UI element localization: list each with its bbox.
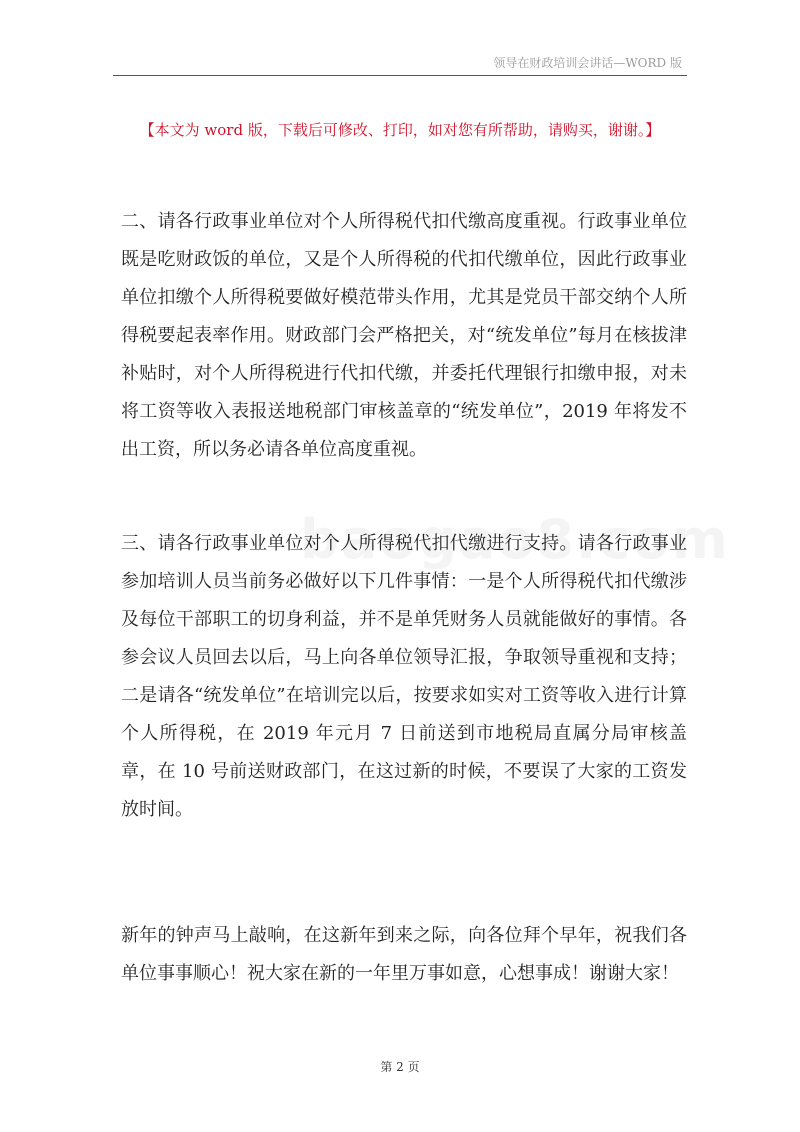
body-paragraph-2: 二、请各行政事业单位对个人所得税代扣代缴高度重视。行政事业单位既是吃财政饭的单位，又是个人所得税的代扣代缴单位，因此行政事业单位扣缴个人所得税要做好模范带头作用，尤其是党员干部交纳个人所得税要起表率作用。财政部门会严格把关，对“统发单位”每月在核拔津补贴时，对个人所得税进行代扣代缴，并委托代理银行扣缴申报，对未将工资等收入表报送地税部门审核盖章的“统发单位”，2019 年将发不出工资，所以务必请各单位高度重视。 bbox=[121, 211, 687, 460]
body-paragraph-closing: 新年的钟声马上敲响，在这新年到来之际，向各位拜个早年，祝我们各单位事事顺心！祝大家在新的一年里万事如意，心想事成！谢谢大家！ bbox=[121, 925, 687, 984]
download-notice: 【本文为 word 版，下载后可修改、打印，如对您有所帮助，请购买，谢谢。】 bbox=[139, 121, 661, 139]
running-header-title: 领导在财政培训会讲话—WORD 版 bbox=[493, 56, 682, 70]
body-paragraph-3: 三、请各行政事业单位对个人所得税代扣代缴进行支持。请各行政事业参加培训人员当前务必做好以下几件事情：一是个人所得税代扣代缴涉及每位干部职工的切身利益，并不是单凭财务人员就能做好的事情。各参会议人员回去以后，马上向各单位领导汇报，争取领导重视和支持；二是请各“统发单位”在培训完以后，按要求如实对工资等收入进行计算个人所得税，在 2019 年元月 7 日前送到市地税局直属分局审核盖章，在 10 号前送财政部门，在这过新的时候，不要误了大家的工资发放时间。 bbox=[121, 533, 687, 820]
page-number: 第 2 页 bbox=[380, 1060, 420, 1074]
header-divider bbox=[113, 75, 687, 76]
